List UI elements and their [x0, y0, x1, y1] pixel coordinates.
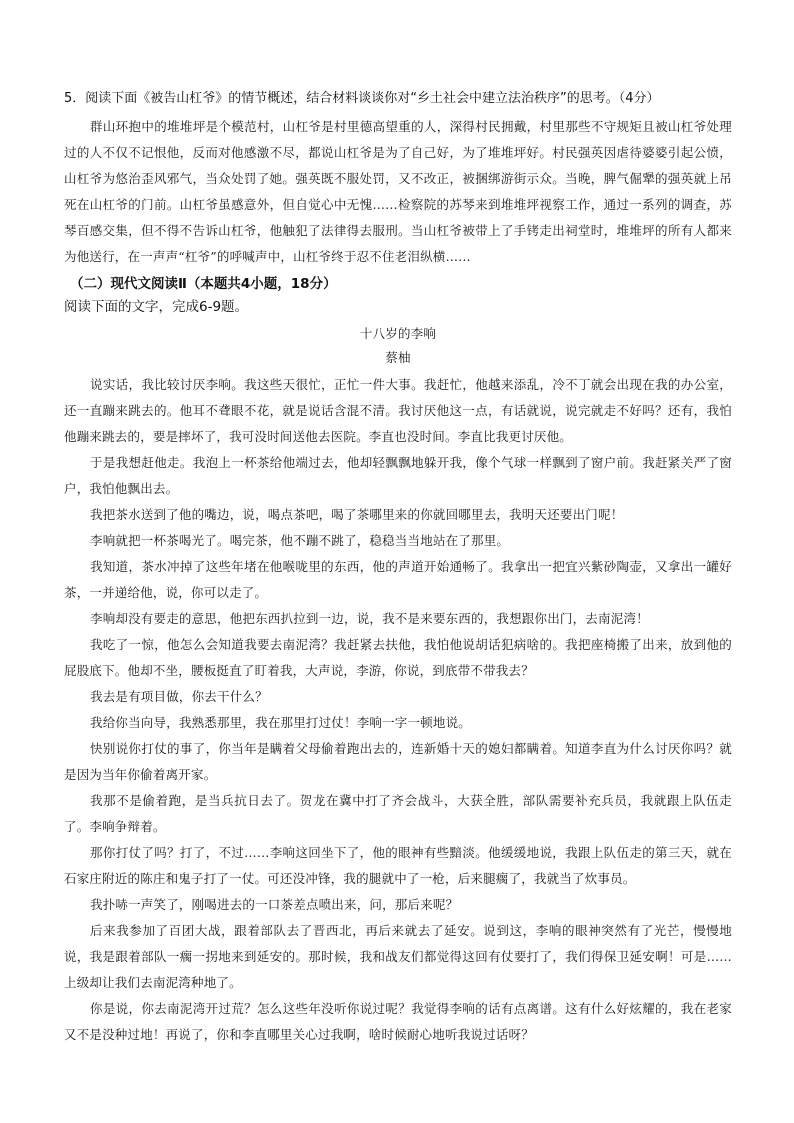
- story-paragraph: 李响就把一杯茶喝光了。喝完茶，他不蹦不跳了，稳稳当当地站在了那里。: [90, 533, 510, 548]
- document-page: [64, 88, 732, 1048]
- story-paragraph: 我去是有项目做，你去干什么？: [90, 689, 268, 704]
- plot-summary-text: 群山环抱中的堆堆坪是个模范村，山杠爷是村里德高望重的人，深得村民拥戴，村里那些不守规矩且被山杠爷处理过的人不仅不记恨他，反而对他感激不尽，都说山杠爷是为了自己好，为了堆堆坪好。村民强英因虐待婆婆引起公愤，山杠爷为悠治歪风邪气，当众处罚了她。强英既不服处罚，又不改正，被捆绑游街示众。当晚，脾气倔犟的强英就上吊死在山杠爷的门前。山杠爷虽感意外，但自觉心中无愧……检察院的苏琴来到堆堆坪视察工作，通过一系列的调查，苏琴百感交集，但不得不告诉山杠爷，他触犯了法律得去服刑。当山杠爷被带上了手铐走出祠堂时，堆堆坪的所有人都来为他送行，在一声声“杠爷”的呼喊声中，山杠爷终于忍不住老泪纵横……: [64, 119, 732, 264]
- story-paragraph: 李响却没有要走的意思，他把东西扒拉到一边，说，我不是来要东西的，我想跟你出门，去南泥湾！: [90, 611, 649, 626]
- story-paragraph: 那你打仗了吗？打了，不过……李响这回坐下了，他的眼神有些黯淡。他缓缓地说，我跟上队伍走的第三天，就在石家庄附近的陈庄和鬼子打了一仗。可还没冲锋，我的腿就中了一枪，后来腿瘸了，我就当了炊事员。: [64, 845, 732, 886]
- story-title: 十八岁的李响: [359, 326, 437, 341]
- story-paragraph: 我知道，茶水冲掉了这些年堵在他喉咙里的东西，他的声道开始通畅了。我拿出一把宜兴紫砂陶壶，又拿出一罐好茶，一并递给他，说，你可以走了。: [64, 559, 732, 600]
- story-paragraph: 说实话，我比较讨厌李响。我这些天很忙，正忙一件大事。我赶忙，他越来添乱，冷不丁就会出现在我的办公室，还一直蹦来跳去的。他耳不聋眼不花，就是说话含混不清。我讨厌他这一点，有话就说，说完就走不好吗？还有，我怕他蹦来跳去的，要是摔坏了，我可没时间送他去医院。李直也没时间。李直比我更讨厌他。: [64, 377, 732, 444]
- story-body: [64, 372, 732, 1048]
- question-5-prompt: 5．阅读下面《被告山杠爷》的情节概述，结合材料谈谈你对“乡土社会中建立法治秩序”的思考。（4分）: [64, 91, 660, 106]
- story-paragraph: 快别说你打仗的事了，你当年是瞒着父母偷着跑出去的，连新婚十天的媳妇都瞒着。知道李直为什么讨厌你吗？就是因为当年你偷着离开家。: [64, 741, 732, 782]
- section-instruction: 阅读下面的文字，完成6-9题。: [64, 299, 249, 315]
- story-paragraph: 你是说，你去南泥湾开过荒？怎么这些年没听你说过呢？我觉得李响的话有点离谱。这有什么好炫耀的，我在老家又不是没种过地！再说了，你和李直哪里关心过我啊，啥时候耐心地听我说过话呀？: [64, 1001, 732, 1042]
- story-paragraph: 后来我参加了百团大战，跟着部队去了晋西北，再后来就去了延安。说到这，李响的眼神突然有了光芒，慢慢地说，我是跟着部队一瘸一拐地来到延安的。那时候，我和战友们都觉得这回有仗要打了，我们得保卫延安啊！可是……上级却让我们去南泥湾种地了。: [64, 923, 732, 990]
- story-paragraph: 我给你当向导，我熟悉那里，我在那里打过仗！李响一字一顿地说。: [90, 715, 472, 730]
- section-heading: （二）现代文阅读Ⅱ（本题共4小题，18分）: [70, 276, 337, 292]
- story-paragraph: 我那不是偷着跑，是当兵抗日去了。贺龙在冀中打了齐会战斗，大获全胜，部队需要补充兵员，我就跟上队伍走了。李响争辩着。: [64, 793, 732, 834]
- story-paragraph: 我扑哧一声笑了，刚喝进去的一口茶差点喷出来，问，那后来呢？: [90, 897, 459, 912]
- plot-summary: [64, 114, 732, 270]
- story-paragraph: 我吃了一惊，他怎么会知道我要去南泥湾？我赶紧去扶他，我怕他说胡话犯病啥的。我把座椅搬了出来，放到他的屁股底下。他却不坐，腰板挺直了盯着我，大声说，李游，你说，到底带不带我去？: [64, 637, 732, 678]
- story-paragraph: 我把茶水送到了他的嘴边，说，喝点茶吧，喝了茶哪里来的你就回哪里去，我明天还要出门呢！: [90, 507, 624, 522]
- story-author: 蔡柚: [385, 350, 411, 365]
- story-paragraph: 于是我想赶他走。我泡上一杯茶给他端过去，他却轻飘飘地躲开我，像个气球一样飘到了窗户前。我赶紧关严了窗户，我怕他飘出去。: [64, 455, 732, 496]
